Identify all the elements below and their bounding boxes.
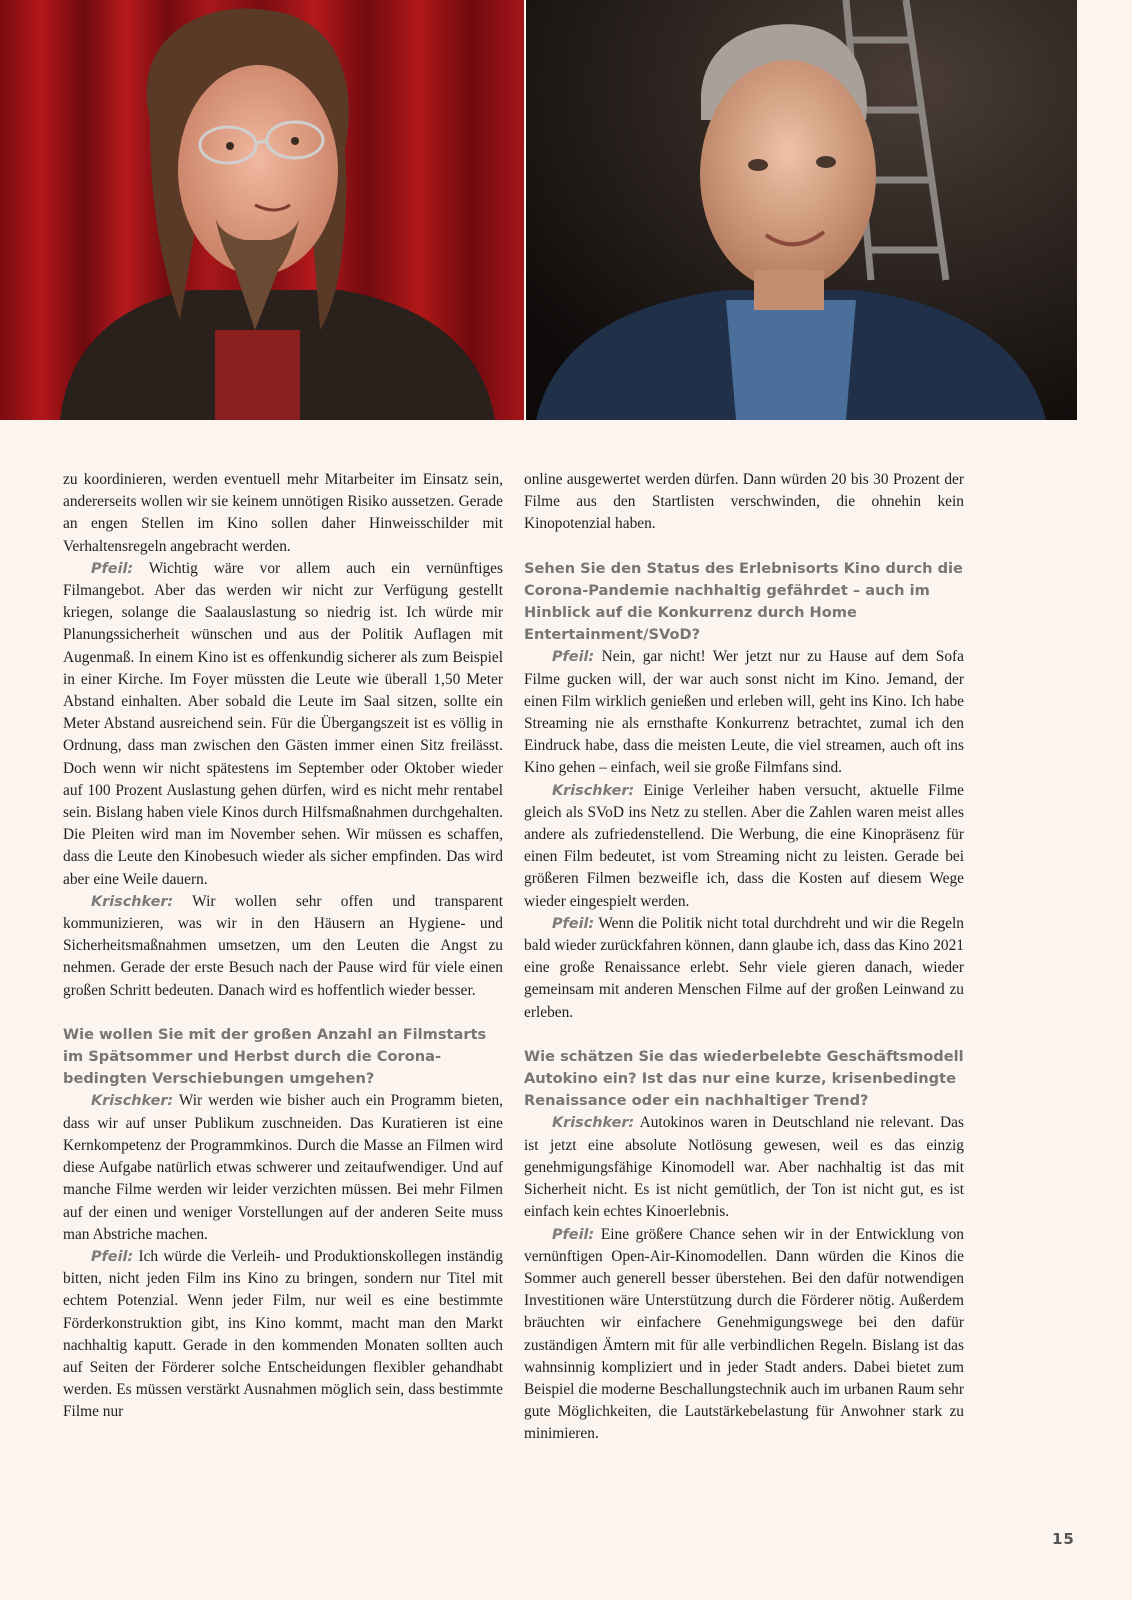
paragraph-text: Autokinos waren in Deutschland nie relevant. Das ist jetzt eine absolute Notlösung gewesen, weil es das einzig genehmigungsfähige Kinomodell war. Aber nachhaltig ist das mit Sicherheit nicht. Es ist nicht gemütlich, der Ton ist nicht gut, es ist einfach kein echtes Kinoerlebnis.: [524, 1114, 964, 1221]
page-number: 15: [1052, 1530, 1075, 1548]
interview-question: Wie schätzen Sie das wiederbelebte Geschäftsmodell Autokino ein? Ist das nur eine kurze, krisenbedingte Renaissance oder ein nachhaltiger Trend?: [524, 1047, 964, 1110]
paragraph-text: Eine größere Chance sehen wir in der Entwicklung von vernünftigen Open-Air-Kinomodellen. Dann würden die Kinos die Sommer auch generell besser überstehen. Bei den dafür notwendigen Investitionen wäre Unterstützung durch die Förderer nötig. Außerdem bräuchten wir einfachere Genehmigungswege bei den dafür zuständigen Ämtern mit für alle verbindlichen Regeln. Bislang ist das wahnsinnig kompliziert und in jeder Stadt anders. Dabei bietet zum Beispiel die moderne Beschallungstechnik auch im urbanen Raum sehr gute Möglichkeiten, die Lautstärkebelastung für Anwohner stark zu minimieren.: [524, 1225, 964, 1443]
paragraph: zu koordinieren, werden eventuell mehr Mitarbeiter im Einsatz sein, andererseits wollen wir sie keinem unnötigen Risiko aussetzen. Gerade an engen Stellen im Kino sollen daher Hinweisschilder mit Verhaltensregeln angebracht werden.: [63, 471, 503, 555]
paragraph-text: Wenn die Politik nicht total durchdreht und wir die Regeln bald wieder zurückfahren können, dann glaube ich, dass das Kino 2021 eine große Renaissance erlebt. Sehr viele gieren danach, wieder gemeinsam mit anderen Menschen Filme auf der großen Leinwand zu erleben.: [524, 914, 964, 1021]
paragraph: [524, 1112, 964, 1223]
article-column-right: [524, 469, 964, 1446]
speaker-label: Pfeil:: [552, 915, 595, 932]
portrait-photo-left: [0, 0, 524, 420]
paragraph: [524, 780, 964, 913]
paragraph: [63, 1246, 503, 1424]
speaker-label: Pfeil:: [552, 1226, 595, 1243]
speaker-label: Pfeil:: [91, 560, 134, 577]
paragraph: [524, 1224, 964, 1446]
interview-question: Sehen Sie den Status des Erlebnisorts Kino durch die Corona-Pandemie nachhaltig gefährdet – auch im Hinblick auf die Konkurrenz durch Home Entertainment/SVoD?: [524, 559, 963, 644]
portrait-photo-right: [526, 0, 1077, 420]
speaker-label: Krischker:: [91, 1093, 174, 1110]
article-column-left: [63, 469, 503, 1424]
paragraph-text: Nein, gar nicht! Wer jetzt nur zu Hause auf dem Sofa Filme gucken will, der war auch sonst nicht im Kino. Jemand, der einen Film wirklich genießen und erleben will, geht ins Kino. Ich habe Streaming nie als ernsthafte Konkurrenz betrachtet, zumal ich den Eindruck habe, dass die meisten Leute, die viel streamen, auch oft ins Kino gehen – einfach, weil sie große Filmfans sind.: [524, 648, 964, 777]
speaker-label: Krischker:: [91, 893, 174, 910]
portrait-photo-icon: [0, 0, 524, 420]
speaker-label: Krischker:: [552, 1115, 635, 1132]
speaker-label: Pfeil:: [91, 1248, 134, 1265]
portrait-photo-icon: [526, 0, 1077, 420]
paragraph-text: Wir wollen sehr offen und transparent kommunizieren, was wir in den Häusern an Hygiene- und Sicherheitsmaßnahmen umsetzen, um den Leuten die Angst zu nehmen. Gerade der erste Besuch nach der Pause wird für viele einen großen Schritt bedeuten. Danach wird es hoffentlich wieder besser.: [63, 892, 503, 999]
paragraph: [524, 913, 964, 1024]
paragraph-text: Wichtig wäre vor allem auch ein vernünftiges Filmangebot. Aber das werden wir nicht zur Verfügung gestellt kriegen, solange die Saalauslastung so niedrig ist. Ich würde mir Planungssicherheit wünschen und aus der Politik Auflagen mit Augenmaß. In einem Kino ist es offenkundig sicherer als zum Beispiel in einer Kirche. Im Foyer müssten die Leute wie überall 1,50 Meter Abstand einhalten. Aber sobald die Leute im Saal sitzen, sollte ein Meter Abstand ausreichend sein. Für die Übergangszeit ist es völlig in Ordnung, dass man zwischen den Gästen immer einen Sitz freilässt. Doch wenn wir nicht spätestens im September oder Oktober wieder auf 100 Prozent Auslastung gehen dürfen, wird es nicht mehr rentabel sein. Bislang haben viele Kinos durch Hilfsmaßnahmen durchgehalten. Die Pleiten wird man im November sehen. Wir müssen es schaffen, dass die Leute den Kinobesuch wieder als sicher empfinden. Das wird aber eine Weile dauern.: [63, 559, 503, 888]
interview-question: Wie wollen Sie mit der großen Anzahl an Filmstarts im Spätsommer und Herbst durch die Corona-bedingten Verschiebungen umgehen?: [63, 1025, 487, 1088]
paragraph: [63, 558, 503, 891]
speaker-label: Krischker:: [552, 782, 635, 799]
paragraph-text: Einige Verleiher haben versucht, aktuelle Filme gleich als SVoD ins Netz zu stellen. Aber die Zahlen waren meist alles andere als zufriedenstellend. Die Werbung, die eine Kinopräsenz für einen Film bedeutet, ist vom Streaming nicht zu leisten. Gerade bei größeren Filmen bezweifle ich, dass die Kosten auf diesem Wege wieder eingespielt werden.: [524, 781, 964, 910]
paragraph: [63, 1090, 503, 1245]
paragraph-text: Wir werden wie bisher auch ein Programm bieten, dass wir auf unser Publikum zuschneiden. Das Kuratieren ist eine Kernkompetenz der Programmkinos. Durch die Masse an Filmen wird diese Aufgabe natürlich etwas schwerer und zeitaufwendiger. Und auf manche Filme werden wir leider verzichten müssen. Bei mehr Filmen auf der einen und weniger Vorstellungen auf der anderen Seite muss man Abstriche machen.: [63, 1092, 503, 1243]
speaker-label: Pfeil:: [552, 649, 595, 666]
paragraph-text: Ich würde die Verleih- und Produktionskollegen inständig bitten, nicht jeden Film ins Kino zu bringen, sondern nur Titel mit echtem Potenzial. Wenn jeder Film, nur weil es eine bestimmte Förderkonstruktion gibt, ins Kino kommt, macht man den Markt nachhaltig kaputt. Gerade in den kommenden Monaten sollten auch auf Seiten der Förderer solche Entscheidungen flexibler gehandhabt werden. Es müssen verstärkt Ausnahmen möglich sein, dass bestimmte Filme nur: [63, 1247, 503, 1421]
paragraph: online ausgewertet werden dürfen. Dann würden 20 bis 30 Prozent der Filme aus den Startlisten verschwinden, die ohnehin kein Kinopotenzial haben.: [524, 471, 964, 533]
paragraph: [63, 891, 503, 1002]
photo-strip: [0, 0, 1077, 420]
paragraph: [524, 646, 964, 779]
